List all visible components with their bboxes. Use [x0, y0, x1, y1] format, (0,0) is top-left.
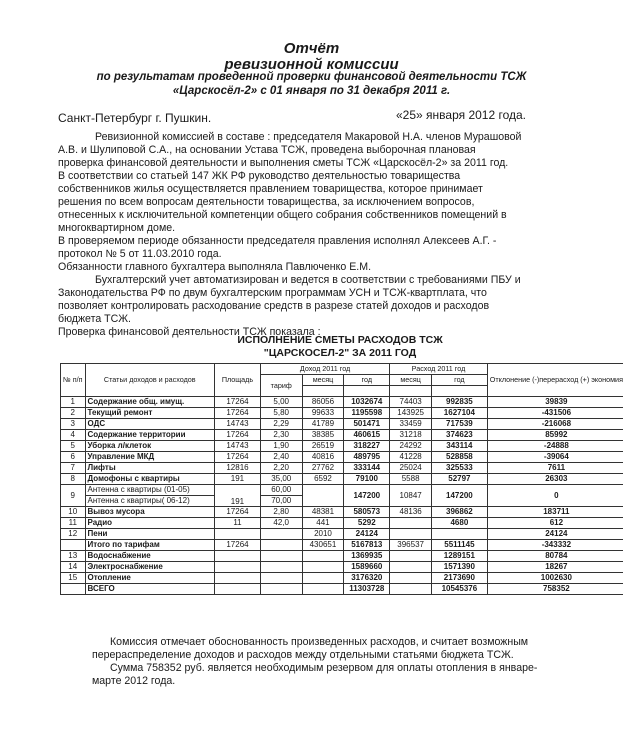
cell-year: 1369935 — [344, 551, 390, 562]
cell-area — [215, 529, 261, 540]
cell-n: 4 — [61, 430, 86, 441]
cell-dev: -39064 — [487, 452, 623, 463]
col-header-expense-year: год — [432, 375, 488, 386]
cell-n: 12 — [61, 529, 86, 540]
cell-month: 86056 — [302, 397, 344, 408]
cell-emonth: 31218 — [390, 430, 432, 441]
budget-table: № п/п Статьи доходов и расходов Площадь Доход 2011 год Расход 2011 год Отклонение (-)перерасход (+) экономия тариф месяц год месяц год 1 Содержание общ. имущ. 17264 5,00 86056 1032674 74403 992835 39839 2 Текущий ремонт 17264 5,80 99633 1195598 143925 1627104 -431506 3 ОДС 14743 2,29 41789 501471 33459 717539 -216068 4 Содержание территории 17264 2,30 38385 460615 31218 374623 85992 5 Уборка л/клеток 14743 1,90 26519 318227 24292 343114 -24888 6 Управление МКД 17264 2,40 40816 489795 41228 528858 -39064 7 Лифты 12816 2,20 27762 333144 25024 325533 7611 8 Домофоны с квартиры 191 35,00 6592 79100 5588 52797 26303 9 Антенна с квартиры (01-05) 191 60,00 147200 10847 147200 0 Антенна с квартиры( 06-12) 70,00 10 Вывоз мусора 17264 2,80 48381 580573 48136 396862 183711 11 Радио 11 42,0 441 5292 4680 612 12 Пени 2010 24124 24124 Итого по тарифам 17264 430651 5167813 396537 5511145 -343332 13 Водоснабжение 1369935 1289151 80784 14 Электроснабжение 1589660 1571390 18267 15 Отопление 3176320 2173690 1002630 ВСЕГО 11303728 10545376 758352 — [60, 363, 623, 595]
conclusion-line: перераспределение доходов и расходов между отдельными статьями бюджета ТСЖ. — [92, 649, 514, 661]
cell-n: 3 — [61, 419, 86, 430]
col-header-expense: Расход 2011 год — [390, 364, 488, 375]
table-row — [61, 518, 623, 529]
cell-emonth — [390, 518, 432, 529]
cell-area: 11 — [215, 518, 261, 529]
cell-item: ВСЕГО — [85, 584, 215, 595]
cell-area — [215, 562, 261, 573]
body-line: Проверка финансовой деятельности ТСЖ показала : — [58, 326, 321, 338]
table-row — [61, 430, 623, 441]
cell-dev: 80784 — [487, 551, 623, 562]
cell-year: 24124 — [344, 529, 390, 540]
cell-year: 1032674 — [344, 397, 390, 408]
cell-year: 489795 — [344, 452, 390, 463]
body-line: позволяет контролировать расходование средств в разрезе статей доходов и расходов — [58, 300, 490, 312]
col-header-area: Площадь — [215, 364, 261, 397]
cell-year: 79100 — [344, 474, 390, 485]
cell-emonth: 33459 — [390, 419, 432, 430]
col-header-item: Статьи доходов и расходов — [85, 364, 215, 397]
table-row — [61, 408, 623, 419]
cell-item: Управление МКД — [85, 452, 215, 463]
cell-month: 6592 — [302, 474, 344, 485]
cell-area — [215, 573, 261, 584]
cell-tariff — [260, 573, 302, 584]
cell-dev: -24888 — [487, 441, 623, 452]
col-header-expense-month: месяц — [390, 375, 432, 386]
cell-year: 501471 — [344, 419, 390, 430]
cell-area — [215, 584, 261, 595]
cell-n: 11 — [61, 518, 86, 529]
cell-item: Водоснабжение — [85, 551, 215, 562]
cell-area: 17264 — [215, 430, 261, 441]
cell-emonth: 143925 — [390, 408, 432, 419]
cell-item: ОДС — [85, 419, 215, 430]
cell-eyear: 528858 — [432, 452, 488, 463]
body-line: Обязанности главного бухгалтера выполняла Павлюченко Е.М. — [58, 261, 372, 273]
cell-area: 17264 — [215, 507, 261, 518]
cell-emonth — [390, 573, 432, 584]
cell-n: 14 — [61, 562, 86, 573]
col-header-income: Доход 2011 год — [260, 364, 389, 375]
table-row — [61, 529, 623, 540]
cell-tariff — [260, 584, 302, 595]
cell-tariff: 35,00 — [260, 474, 302, 485]
cell-emonth: 41228 — [390, 452, 432, 463]
table-header-row — [61, 364, 623, 375]
body-line: протокол № 5 от 11.03.2010 года. — [58, 248, 222, 260]
cell-tariff — [260, 562, 302, 573]
cell-dev: 183711 — [487, 507, 623, 518]
table-row — [61, 540, 623, 551]
cell-n: 6 — [61, 452, 86, 463]
table-row — [61, 507, 623, 518]
report-subtitle: ревизионной комиссии — [224, 56, 399, 73]
cell-year: 3176320 — [344, 573, 390, 584]
cell-item: Содержание общ. имущ. — [85, 397, 215, 408]
cell-area: 14743 — [215, 419, 261, 430]
table-row — [61, 397, 623, 408]
cell-year: 1589660 — [344, 562, 390, 573]
cell-eyear: 374623 — [432, 430, 488, 441]
cell-eyear: 325533 — [432, 463, 488, 474]
conclusion-line: Комиссия отмечает обоснованность произведенных расходов, и считает возможным — [110, 636, 529, 648]
cell-area: 191 — [215, 474, 261, 485]
cell-dev: -431506 — [487, 408, 623, 419]
cell-item: Итого по тарифам — [85, 540, 215, 551]
cell-dev: 7611 — [487, 463, 623, 474]
cell-area: 17264 — [215, 540, 261, 551]
table-row — [61, 474, 623, 485]
report-period: «Царскосёл-2» с 01 января по 31 декабря 2011 г. — [172, 85, 451, 97]
table-subtitle: "ЦАРСКОСЕЛ-2" ЗА 2011 ГОД — [263, 347, 417, 359]
cell-n — [61, 540, 86, 551]
cell-tariff: 2,30 — [260, 430, 302, 441]
body-line: В проверяемом периоде обязанности председателя правления исполнял Алексеев А.Г. - — [58, 235, 497, 247]
cell-tariff: 1,90 — [260, 441, 302, 452]
cell-month: 41789 — [302, 419, 344, 430]
cell-dev: 39839 — [487, 397, 623, 408]
cell-month — [302, 562, 344, 573]
body-line: решения по всем вопросам деятельности товарищества, за исключением вопросов, — [58, 196, 475, 208]
cell-dev: -343332 — [487, 540, 623, 551]
cell-n — [61, 584, 86, 595]
cell-eyear: 1289151 — [432, 551, 488, 562]
body-line: бюджета ТСЖ. — [58, 313, 132, 325]
cell-tariff — [260, 551, 302, 562]
cell-n: 13 — [61, 551, 86, 562]
cell-n: 15 — [61, 573, 86, 584]
cell-emonth: 24292 — [390, 441, 432, 452]
cell-dev: 24124 — [487, 529, 623, 540]
cell-item: Вывоз мусора — [85, 507, 215, 518]
table-row: 9 Антенна с квартиры (01-05) 191 60,00 147200 10847 147200 0 — [61, 485, 623, 496]
cell-tariff: 5,80 — [260, 408, 302, 419]
table-row — [61, 463, 623, 474]
cell-year: 318227 — [344, 441, 390, 452]
body-line: А.В. и Шулиповой С.А., на основании Устава ТСЖ, проведена выборочная плановая — [58, 144, 476, 156]
table-title: ИСПОЛНЕНИЕ СМЕТЫ РАСХОДОВ ТСЖ — [237, 334, 443, 346]
body-line: проверка финансовой деятельности и выполнения сметы ТСЖ «Царскосёл-2» за 2011 год. — [58, 157, 509, 169]
cell-month: 27762 — [302, 463, 344, 474]
cell-year: 333144 — [344, 463, 390, 474]
row-item: Антенна с квартиры (01-05) — [85, 485, 215, 496]
col-header-month: месяц — [302, 375, 344, 386]
cell-item: Электроснабжение — [85, 562, 215, 573]
cell-year: 580573 — [344, 507, 390, 518]
cell-emonth — [390, 562, 432, 573]
body-line: В соответствии со статьей 147 ЖК РФ руководство деятельностью товарищества — [58, 170, 461, 182]
cell-month: 441 — [302, 518, 344, 529]
cell-year: 5292 — [344, 518, 390, 529]
cell-n: 10 — [61, 507, 86, 518]
report-title: Отчёт — [283, 40, 340, 57]
cell-emonth: 25024 — [390, 463, 432, 474]
cell-item: Содержание территории — [85, 430, 215, 441]
cell-eyear: 396862 — [432, 507, 488, 518]
cell-emonth: 396537 — [390, 540, 432, 551]
col-header-year: год — [344, 375, 390, 386]
body-line: Бухгалтерский учет автоматизирован и ведется в соответствии с требованиями ПБУ и — [95, 274, 521, 286]
cell-eyear: 10545376 — [432, 584, 488, 595]
cell-area: 14743 — [215, 441, 261, 452]
cell-item: Текущий ремонт — [85, 408, 215, 419]
body-line: отнесенных к исключительной компетенции общего собрания собственников помещений в — [58, 209, 507, 221]
cell-dev: 612 — [487, 518, 623, 529]
body-line: Законодательства РФ по двум бухгалтерским программам УСН и ТСЖ-квартплата, что — [58, 287, 487, 299]
cell-area: 17264 — [215, 452, 261, 463]
cell-n: 7 — [61, 463, 86, 474]
cell-emonth — [390, 584, 432, 595]
table-row — [61, 584, 623, 595]
cell-item: Отопление — [85, 573, 215, 584]
cell-month — [302, 551, 344, 562]
col-header-no: № п/п — [61, 364, 86, 397]
cell-eyear: 4680 — [432, 518, 488, 529]
cell-tariff: 2,40 — [260, 452, 302, 463]
cell-item: Пени — [85, 529, 215, 540]
cell-eyear: 992835 — [432, 397, 488, 408]
cell-n: 2 — [61, 408, 86, 419]
cell-dev: 758352 — [487, 584, 623, 595]
cell-item: Уборка л/клеток — [85, 441, 215, 452]
cell-month: 2010 — [302, 529, 344, 540]
cell-year: 5167813 — [344, 540, 390, 551]
cell-eyear: 52797 — [432, 474, 488, 485]
cell-tariff — [260, 529, 302, 540]
conclusion-line: марте 2012 года. — [92, 675, 176, 687]
cell-dev: 85992 — [487, 430, 623, 441]
cell-emonth: 74403 — [390, 397, 432, 408]
cell-eyear: 717539 — [432, 419, 488, 430]
cell-year: 460615 — [344, 430, 390, 441]
cell-tariff: 2,20 — [260, 463, 302, 474]
cell-tariff: 5,00 — [260, 397, 302, 408]
cell-dev: 18267 — [487, 562, 623, 573]
cell-month — [302, 584, 344, 595]
table-row — [61, 452, 623, 463]
row-item: Антенна с квартиры( 06-12) — [85, 496, 215, 507]
cell-tariff: 42,0 — [260, 518, 302, 529]
cell-eyear: 2173690 — [432, 573, 488, 584]
cell-item: Домофоны с квартиры — [85, 474, 215, 485]
cell-emonth: 5588 — [390, 474, 432, 485]
cell-area: 17264 — [215, 397, 261, 408]
body-line: многоквартирном доме. — [58, 222, 176, 234]
cell-eyear — [432, 529, 488, 540]
cell-n: 1 — [61, 397, 86, 408]
cell-month: 99633 — [302, 408, 344, 419]
table-row — [61, 551, 623, 562]
budget-table-block — [60, 330, 623, 622]
cell-year: 11303728 — [344, 584, 390, 595]
cell-dev: 1002630 — [487, 573, 623, 584]
col-header-deviation: Отклонение (-)перерасход (+) экономия — [487, 364, 623, 397]
cell-area: 17264 — [215, 408, 261, 419]
cell-month: 38385 — [302, 430, 344, 441]
place: Санкт-Петербург г. Пушкин. — [58, 111, 212, 125]
cell-tariff: 2,80 — [260, 507, 302, 518]
col-header-tariff: тариф — [260, 375, 302, 397]
report-subject: по результатам проведенной проверки финансовой деятельности ТСЖ — [96, 71, 527, 83]
cell-n: 5 — [61, 441, 86, 452]
cell-month — [302, 573, 344, 584]
cell-area — [215, 551, 261, 562]
cell-tariff: 2,29 — [260, 419, 302, 430]
body-line: Ревизионной комиссией в составе : председателя Макаровой Н.А. членов Мурашовой — [95, 131, 522, 143]
cell-month: 430651 — [302, 540, 344, 551]
cell-dev: 26303 — [487, 474, 623, 485]
cell-eyear: 5511145 — [432, 540, 488, 551]
cell-eyear: 1571390 — [432, 562, 488, 573]
body-line: собственников жилья осуществляется правлением товарищества, которое принимает — [58, 183, 483, 195]
table-row — [61, 562, 623, 573]
table-row — [61, 573, 623, 584]
cell-month: 40816 — [302, 452, 344, 463]
cell-item: Лифты — [85, 463, 215, 474]
cell-month: 48381 — [302, 507, 344, 518]
cell-eyear: 1627104 — [432, 408, 488, 419]
cell-n: 8 — [61, 474, 86, 485]
cell-item: Радио — [85, 518, 215, 529]
cell-eyear: 343114 — [432, 441, 488, 452]
table-row — [61, 441, 623, 452]
cell-year: 1195598 — [344, 408, 390, 419]
cell-emonth — [390, 551, 432, 562]
conclusion-line: Сумма 758352 руб. является необходимым резервом для оплаты отопления в январе- — [110, 662, 538, 674]
cell-area: 12816 — [215, 463, 261, 474]
cell-dev: -216068 — [487, 419, 623, 430]
cell-emonth: 48136 — [390, 507, 432, 518]
cell-month: 26519 — [302, 441, 344, 452]
cell-emonth — [390, 529, 432, 540]
cell-tariff — [260, 540, 302, 551]
report-date: «25» января 2012 года. — [396, 108, 527, 122]
table-row — [61, 419, 623, 430]
